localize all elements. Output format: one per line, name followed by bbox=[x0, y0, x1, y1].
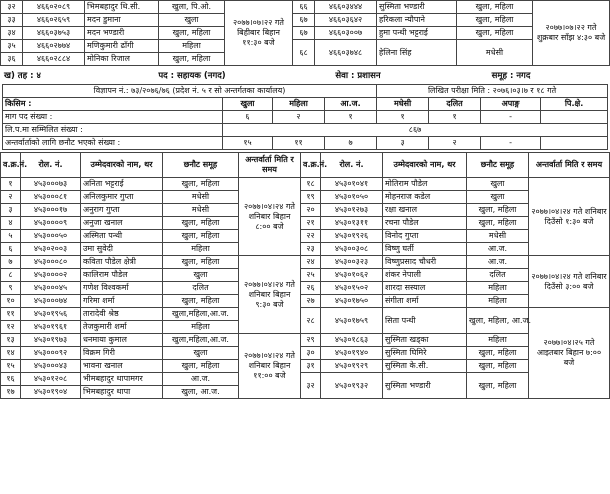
roll-number: ४५३००३२३ bbox=[321, 256, 383, 269]
candidate-name: सिता पन्थी bbox=[383, 308, 467, 334]
candidate-name: तारादेवी श्रेष्ठ bbox=[81, 308, 163, 321]
interview-time: २०७७।०७।२२ गते बिहीबार बिहान ११:३० बजे bbox=[225, 1, 293, 66]
band-value bbox=[541, 111, 608, 124]
selection-group: खुला, महिला bbox=[163, 256, 239, 269]
selection-group: आ.ज. bbox=[467, 256, 529, 269]
serial-number: १ bbox=[1, 178, 21, 191]
roll-number: ४५३०००५० bbox=[21, 230, 81, 243]
table-row bbox=[1, 27, 610, 40]
candidate-name: सुस्मिता भण्डारी bbox=[383, 373, 467, 399]
exam-date: लिखित परीक्षा मिति : २०७६।०३।७ र १८ गते bbox=[377, 85, 608, 98]
roll-number: ४५३०००१७ bbox=[21, 204, 81, 217]
selection-group: खुला, महिला bbox=[163, 178, 239, 191]
candidate-name: तेजकुमारी शर्मा bbox=[81, 321, 163, 334]
roll-number: ४५३०१९५६ bbox=[21, 308, 81, 321]
band-value: - bbox=[481, 137, 541, 150]
candidate-name: अनुजा खनाल bbox=[81, 217, 163, 230]
serial-number: २८ bbox=[301, 308, 321, 334]
serial-number: २३ bbox=[301, 243, 321, 256]
table-row bbox=[1, 40, 610, 53]
selection-group: खुला, महिला bbox=[163, 230, 239, 243]
serial-number: ३६ bbox=[1, 53, 23, 66]
roll-number: ४५३०००४३ bbox=[21, 360, 81, 373]
roll-number: ४५३०१०६२ bbox=[321, 269, 383, 282]
band-header: खुला bbox=[223, 98, 273, 111]
column-header: उम्मेदवारको नाम, थर bbox=[383, 153, 467, 178]
candidate-name: मदन डुमाना bbox=[85, 14, 159, 27]
table-row bbox=[1, 360, 610, 373]
serial-number: ८ bbox=[1, 269, 21, 282]
serial-number: १२ bbox=[1, 321, 21, 334]
band-value bbox=[541, 137, 608, 150]
serial-number: ९ bbox=[1, 282, 21, 295]
section-heading bbox=[0, 66, 609, 84]
serial-number: १३ bbox=[1, 334, 21, 347]
interview-time: २०७७।०४।२५ गते आइतबार बिहान ७:०० बजे bbox=[529, 308, 610, 399]
candidate-name: सुस्मिता के.सी. bbox=[383, 360, 467, 373]
candidate-name: गणेश विश्वकर्मा bbox=[81, 282, 163, 295]
band-value: ३ bbox=[377, 137, 429, 150]
roll-number: ४५३०१७५९ bbox=[321, 308, 383, 334]
roll-number: ४५३०००८१ bbox=[21, 191, 81, 204]
candidate-name: भिमबहादुर थापा bbox=[81, 386, 163, 399]
selection-group: दलित bbox=[163, 282, 239, 295]
band-value: २ bbox=[429, 137, 481, 150]
interview-time: २०७७।०४।२४ गते शनिबार बिहान ८:०० बजे bbox=[239, 178, 301, 256]
band-header: किसिम : bbox=[3, 98, 223, 111]
selection-group: खुला, महिला bbox=[159, 53, 225, 66]
selection-group: आ.ज. bbox=[163, 373, 239, 386]
serial-number: १७ bbox=[1, 386, 21, 399]
selection-group: आ.ज. bbox=[467, 243, 529, 256]
selection-group: खुला, महिला bbox=[163, 217, 239, 230]
serial-number: १९ bbox=[301, 191, 321, 204]
serial-number: १५ bbox=[1, 360, 21, 373]
candidate-name: भावना खनाल bbox=[81, 360, 163, 373]
selection-group: खुला, महिला bbox=[163, 360, 239, 373]
candidate-name: मोनिका रिजाल bbox=[85, 53, 159, 66]
selection-group: महिला bbox=[467, 334, 529, 347]
roll-number: ४५३०१९२९ bbox=[321, 360, 383, 373]
roll-number: ४५३०१७५० bbox=[321, 295, 383, 308]
selection-group: मधेसी bbox=[467, 230, 529, 243]
roll-number: ४५३०००७३ bbox=[21, 178, 81, 191]
serial-number: ४ bbox=[1, 217, 21, 230]
band-row-label: माग पद संख्या : bbox=[3, 111, 223, 124]
candidate-table bbox=[0, 152, 610, 399]
selection-group: खुला, महिला bbox=[467, 373, 529, 399]
roll-number: ४६६०२८८४ bbox=[23, 53, 85, 66]
selection-group: खुला, महिला bbox=[163, 295, 239, 308]
candidate-name: हेलिना सिंह bbox=[377, 40, 457, 66]
roll-number: ४६६०३६४२ bbox=[315, 14, 377, 27]
candidate-name: विक्रम गिरी bbox=[81, 347, 163, 360]
band-value: ७ bbox=[325, 137, 377, 150]
selection-group: खुला, पि.ओ. bbox=[159, 1, 225, 14]
serial-number: ११ bbox=[1, 308, 21, 321]
serial-number: २६ bbox=[301, 282, 321, 295]
roll-number: ४६६०३४४४ bbox=[315, 1, 377, 14]
serial-number: ३२ bbox=[301, 373, 321, 399]
column-header: उम्मेदवारको नाम, थर bbox=[81, 153, 163, 178]
selection-group: दलित bbox=[467, 269, 529, 282]
band-value: ११ bbox=[273, 137, 325, 150]
serial-number: ६६ bbox=[293, 1, 315, 14]
candidate-name: मदन भण्डारी bbox=[85, 27, 159, 40]
band-header: पि.क्षे. bbox=[541, 98, 608, 111]
table-row bbox=[1, 256, 610, 269]
band-value: १५ bbox=[223, 137, 273, 150]
selection-group: खुला, महिला bbox=[159, 27, 225, 40]
roll-number: ४५३०१९३२ bbox=[321, 373, 383, 399]
selection-group: महिला bbox=[467, 295, 529, 308]
candidate-name: गरिमा शर्मा bbox=[81, 295, 163, 308]
table-row bbox=[1, 243, 610, 256]
table-row bbox=[1, 334, 610, 347]
column-header: रोल. नं. bbox=[321, 153, 383, 178]
roll-number: ४५३०००८० bbox=[21, 256, 81, 269]
selection-group: खुला,महिला,आ.ज. bbox=[163, 334, 239, 347]
table-row bbox=[1, 373, 610, 386]
band-header: दलित bbox=[429, 98, 481, 111]
group-label: समूह : नगद bbox=[491, 70, 531, 81]
candidate-name: सुस्मिता खड्का bbox=[383, 334, 467, 347]
serial-number: २० bbox=[301, 204, 321, 217]
column-header: छनौट समूह bbox=[467, 153, 529, 178]
candidate-name: अस्मिता पन्थी bbox=[81, 230, 163, 243]
serial-number: १४ bbox=[1, 347, 21, 360]
table-row bbox=[1, 269, 610, 282]
selection-group: महिला bbox=[163, 321, 239, 334]
band-value: २ bbox=[273, 111, 325, 124]
interview-time: २०७७।०४।२४ गते शनिबार दिउँसो ३:०० बजे bbox=[529, 256, 610, 308]
advert-number: विज्ञापन नं.: ७३/२०७६/७६ (प्रदेश नं. ५ र सो अन्तर्गतका कार्यालय) bbox=[3, 85, 377, 98]
interview-time: २०७७।०४।२४ गते शनिबार दिउँसो १:३० बजे bbox=[529, 178, 610, 256]
column-header: अन्तर्वार्ता मिति र समय bbox=[529, 153, 610, 178]
candidate-name: उमा सुवेदी bbox=[81, 243, 163, 256]
serial-number: ६७ bbox=[293, 14, 315, 27]
roll-number: ४५३०१२०८ bbox=[21, 373, 81, 386]
selection-group: खुला, महिला, आ.ज. bbox=[467, 308, 529, 334]
roll-number: ४५३००००२ bbox=[21, 269, 81, 282]
roll-number: ४६६०३७४८ bbox=[315, 40, 377, 66]
selection-group: खुला bbox=[159, 14, 225, 27]
selection-group: खुला, महिला bbox=[457, 14, 533, 27]
roll-number: ४५३००३०८ bbox=[321, 243, 383, 256]
column-header: अन्तर्वार्ता मिति र समय bbox=[239, 153, 301, 178]
table-row bbox=[1, 347, 610, 360]
serial-number: ३२ bbox=[1, 1, 23, 14]
candidate-name: रक्षा खनाल bbox=[383, 204, 467, 217]
candidate-name: अनिलकुमार गुप्ता bbox=[81, 191, 163, 204]
roll-number: ४५३०१९६१ bbox=[21, 321, 81, 334]
band-value: १ bbox=[429, 111, 481, 124]
candidate-name: मणिकुमारी ढाँगी bbox=[85, 40, 159, 53]
candidate-name: शारदा सस्याल bbox=[383, 282, 467, 295]
selection-group: खुला, महिला bbox=[457, 1, 533, 14]
table-header-row bbox=[1, 153, 610, 178]
serial-number: २७ bbox=[301, 295, 321, 308]
table-row bbox=[1, 204, 610, 217]
table-row bbox=[1, 14, 610, 27]
table-row bbox=[1, 282, 610, 295]
roll-number: ४६६०२७७४ bbox=[23, 40, 85, 53]
candidate-name: शंकर नेपाली bbox=[383, 269, 467, 282]
band-header: आ.ज. bbox=[325, 98, 377, 111]
serial-number: ६ bbox=[1, 243, 21, 256]
selection-group: खुला bbox=[467, 178, 529, 191]
top-continuation-table bbox=[0, 0, 610, 66]
candidate-name: सुस्मिता भण्डारी bbox=[377, 1, 457, 14]
interview-time: २०७७।०४।२४ गते शनिबार बिहान ११:०० बजे bbox=[239, 334, 301, 399]
serial-number: १० bbox=[1, 295, 21, 308]
selection-group: खुला, महिला bbox=[467, 217, 529, 230]
serial-number: ५ bbox=[1, 230, 21, 243]
table-row bbox=[1, 308, 610, 321]
roll-number: ४५३०१५०२ bbox=[321, 282, 383, 295]
roll-number: ४५३०१९२६ bbox=[321, 230, 383, 243]
candidate-name: मोहनराज कडेल bbox=[383, 191, 467, 204]
selection-group: महिला bbox=[467, 282, 529, 295]
serial-number: ३३ bbox=[1, 14, 23, 27]
roll-number: ४५३०००४५ bbox=[21, 282, 81, 295]
roll-number: ४६६०२६५९ bbox=[23, 14, 85, 27]
candidate-name: संगीता शर्मा bbox=[383, 295, 467, 308]
selection-group: महिला bbox=[163, 243, 239, 256]
roll-number: ४६६०३००७ bbox=[315, 27, 377, 40]
table-row bbox=[1, 1, 610, 14]
serial-number: ३१ bbox=[301, 360, 321, 373]
roll-number: ४५३०१३११ bbox=[321, 217, 383, 230]
band-value: ६ bbox=[223, 111, 273, 124]
selection-group: खुला, महिला bbox=[467, 347, 529, 360]
roll-number: ४५३०१२७३ bbox=[321, 204, 383, 217]
serial-number: २५ bbox=[301, 269, 321, 282]
roll-number: ४५३०१०४१ bbox=[321, 178, 383, 191]
candidate-name: हुमा पन्थी भट्टराई bbox=[377, 27, 457, 40]
serial-number: ६८ bbox=[293, 40, 315, 66]
selection-group: खुला, महिला bbox=[467, 360, 529, 373]
candidate-name: अनुराग गुप्ता bbox=[81, 204, 163, 217]
serial-number: ३० bbox=[301, 347, 321, 360]
summary-table bbox=[2, 84, 608, 150]
band-value: १ bbox=[325, 111, 377, 124]
roll-number: ४५३०१९०४ bbox=[21, 386, 81, 399]
roll-number: ४५३०००७४ bbox=[21, 295, 81, 308]
level-label: ख) तह : ४ bbox=[4, 70, 41, 81]
band-value: १ bbox=[377, 111, 429, 124]
candidate-name: हरिकला न्यौपाने bbox=[377, 14, 457, 27]
column-header: व.क्र.नं. bbox=[301, 153, 321, 178]
serial-number: ३५ bbox=[1, 40, 23, 53]
candidate-name: भिमबहादुर थि.सी. bbox=[85, 1, 159, 14]
serial-number: २ bbox=[1, 191, 21, 204]
serial-number: १६ bbox=[1, 373, 21, 386]
roll-number: ४५३०१८६३ bbox=[321, 334, 383, 347]
candidate-name: भीमबहादुर थापामगर bbox=[81, 373, 163, 386]
selection-group: खुला,महिला,आ.ज. bbox=[163, 308, 239, 321]
serial-number: २९ bbox=[301, 334, 321, 347]
candidate-name: विनोद गुप्ता bbox=[383, 230, 467, 243]
serial-number: ६७ bbox=[293, 27, 315, 40]
table-row bbox=[1, 295, 610, 308]
band-row-label: लि.प.मा सम्मिलित संख्या : bbox=[3, 124, 223, 137]
table-row bbox=[1, 178, 610, 191]
candidate-name: कविता पौडेल क्षेत्री bbox=[81, 256, 163, 269]
candidate-name: कालिराम पौडेल bbox=[81, 269, 163, 282]
selection-group: खुला, महिला bbox=[457, 27, 533, 40]
table-row bbox=[1, 230, 610, 243]
serial-number: १८ bbox=[301, 178, 321, 191]
serial-number: २२ bbox=[301, 230, 321, 243]
column-header: व.क्र.नं. bbox=[1, 153, 21, 178]
selection-group: खुला bbox=[467, 191, 529, 204]
band-row-label: अन्तर्वार्ताको लागि छनौट भएको संख्या : bbox=[3, 137, 223, 150]
roll-number: ४६६०२०८९ bbox=[23, 1, 85, 14]
band-value: - bbox=[481, 111, 541, 124]
roll-number: ४५३०१०५० bbox=[321, 191, 383, 204]
selection-group: खुला bbox=[163, 269, 239, 282]
serial-number: ३४ bbox=[1, 27, 23, 40]
selection-group: मधेसी bbox=[163, 191, 239, 204]
selection-group: खुला, आ.ज. bbox=[163, 386, 239, 399]
candidate-name: विष्णुप्रसाद चौधरी bbox=[383, 256, 467, 269]
band-merged-value: ८६७ bbox=[223, 124, 608, 137]
serial-number: ३ bbox=[1, 204, 21, 217]
serial-number: ७ bbox=[1, 256, 21, 269]
candidate-name: विष्णु घर्ती bbox=[383, 243, 467, 256]
selection-group: खुला bbox=[163, 347, 239, 360]
band-header: महिला bbox=[273, 98, 325, 111]
candidate-name: सुस्मिता घिमिरे bbox=[383, 347, 467, 360]
candidate-name: रचना पौडेल bbox=[383, 217, 467, 230]
candidate-name: धनमाया कुमाल bbox=[81, 334, 163, 347]
column-header: छनौट समूह bbox=[163, 153, 239, 178]
table-row bbox=[1, 217, 610, 230]
selection-group: महिला bbox=[159, 40, 225, 53]
band-header: अपाङ्ग bbox=[481, 98, 541, 111]
post-label: पद : सहायक (नगद) bbox=[158, 70, 226, 81]
band-header: मधेसी bbox=[377, 98, 429, 111]
serial-number: २१ bbox=[301, 217, 321, 230]
selection-group: मधेसी bbox=[163, 204, 239, 217]
roll-number: ४५३००००९ bbox=[21, 217, 81, 230]
roll-number: ४५३०२००३ bbox=[21, 243, 81, 256]
selection-group: खुला, महिला bbox=[467, 204, 529, 217]
serial-number: २४ bbox=[301, 256, 321, 269]
roll-number: ४५३०००९२ bbox=[21, 347, 81, 360]
selection-group: मधेसी bbox=[457, 40, 533, 66]
table-row bbox=[1, 191, 610, 204]
interview-time: २०७७।०७।२२ गते शुक्रबार साँझ ४:३० बजे bbox=[533, 1, 610, 66]
service-label: सेवा : प्रशासन bbox=[335, 70, 381, 81]
interview-time: २०७७।०४।२४ गते शनिबार बिहान ९:३० बजे bbox=[239, 256, 301, 334]
roll-number: ४५३०१९७३ bbox=[21, 334, 81, 347]
column-header: रोल. नं. bbox=[21, 153, 81, 178]
candidate-name: अनिता भट्टराई bbox=[81, 178, 163, 191]
roll-number: ४६६०३७५३ bbox=[23, 27, 85, 40]
candidate-name: मोतिराम पौडेल bbox=[383, 178, 467, 191]
roll-number: ४५३०१९४० bbox=[321, 347, 383, 360]
